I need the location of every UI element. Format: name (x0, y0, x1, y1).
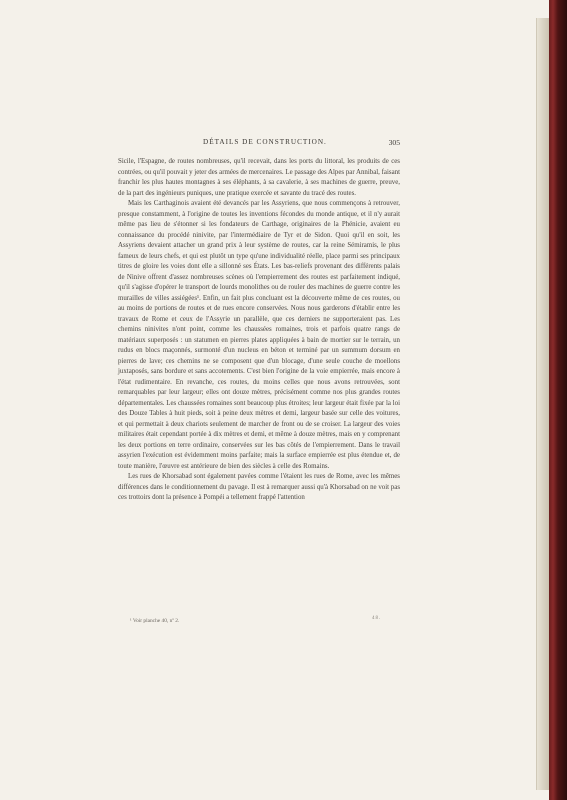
page-header (118, 138, 400, 152)
footnote: ¹ Voir planche 40, nº 2. (130, 618, 180, 624)
paragraph: Les rues de Khorsabad sont également pavées comme l'étaient les rues de Rome, avec les mêmes différences dans le conditionnement du pavage. Il est à remarquer aussi qu'à Khorsabad on ne voit pas ces trottoirs dont la présence à Pompéi a tellement frappé l'attention (118, 473, 400, 501)
paragraph: Mais les Carthaginois avaient été devancés par les Assyriens, que nous commençons à retrouver, presque constamment, à l'origine de toutes les inventions fécondes du monde antique, et il n'y aurait même pas lieu de s'étonner si les fondateurs de Carthage, originaires de la Phénicie, avaient eu connaissance du procédé ninivite, par l'intermédiaire de Tyr et de Sidon. Quoi qu'il en soit, les Assyriens devaient attacher un grand prix à leur système de routes, car la reine Sémiramis, le plus fameux de leurs chefs, et qui est plutôt un type qu'une individualité réelle, place parmi ses principaux titres de gloire les voies dont elle a sillonné ses États. Les bas-reliefs provenant des différents palais de Ninive offrent d'assez nombreuses scènes où l'empierrement des routes est parfaitement indiqué, qu'il s'agisse d'opérer le transport de lourds monolithes ou de rouler des machines de guerre contre les murailles de villes assiégées¹. Enfin, un fait plus concluant est la découverte même de ces routes, ou au moins de portions de routes et de rues encore conservées. Nous nous garderons d'établir entre les travaux de Rome et ceux de l'Assyrie un parallèle, que ces derniers ne supporteraient pas. Les chemins ninivites n'ont point, comme les chaussées romaines, trois et parfois quatre rangs de matériaux superposés : un statumen en pierres plates appliquées à bain de mortier sur le terrain, un rudus en blocs maçonnés, surmonté d'un nucleus en béton et terminé par un summum dorsum en pierres de lave; ces chemins ne se composent que d'un blocage, d'une seule couche de moellons juxtaposés, sans bordure et sans accotements. C'est bien l'origine de la voie empierrée, mais encore à l'état rudimentaire. En revanche, ces routes, du moins celles que nous avons retrouvées, sont remarquables par leur largeur; elles ont douze mètres, précisément comme nos plus grandes routes départementales. Les chaussées romaines sont beaucoup plus étroites; leur largeur était fixée par la loi des Douze Tables à huit pieds, soit à peine deux mètres et demi, largeur basée sur celle des voitures, et qui permettait à deux chariots seulement de marcher de front ou de se croiser. La largeur des voies militaires était cependant portée à dix mètres et demi, et même à douze mètres, mais en y comprenant les deux portions en terre ordinaire, conservées sur les bas côtés de l'empierrement. Dans le travail assyrien l'exécution est évidemment moins parfaite; mais la surface empierrée est plus étendue et, de toute manière, l'œuvre est antérieure de bien des siècles à celle des Romains. (118, 200, 400, 470)
signature-mark: 48. (372, 616, 382, 621)
book-binding (549, 0, 567, 800)
running-title: DÉTAILS DE CONSTRUCTION. (203, 138, 327, 146)
page-number: 305 (388, 138, 400, 147)
page-edge (536, 18, 550, 790)
body-text (118, 157, 400, 504)
paragraph: Sicile, l'Espagne, de routes nombreuses, qu'il recevait, dans les ports du littoral, les produits de ces contrées, ou qu'il pouvait y jeter des armées de mercenaires. Le passage des Alpes par Annibal, faisant franchir les plus hautes montagnes à ses éléphants, à sa cavalerie, à ses machines de guerre, preuve, de la part des ingénieurs puniques, une pratique exercée et savante du tracé des routes. (118, 158, 400, 197)
